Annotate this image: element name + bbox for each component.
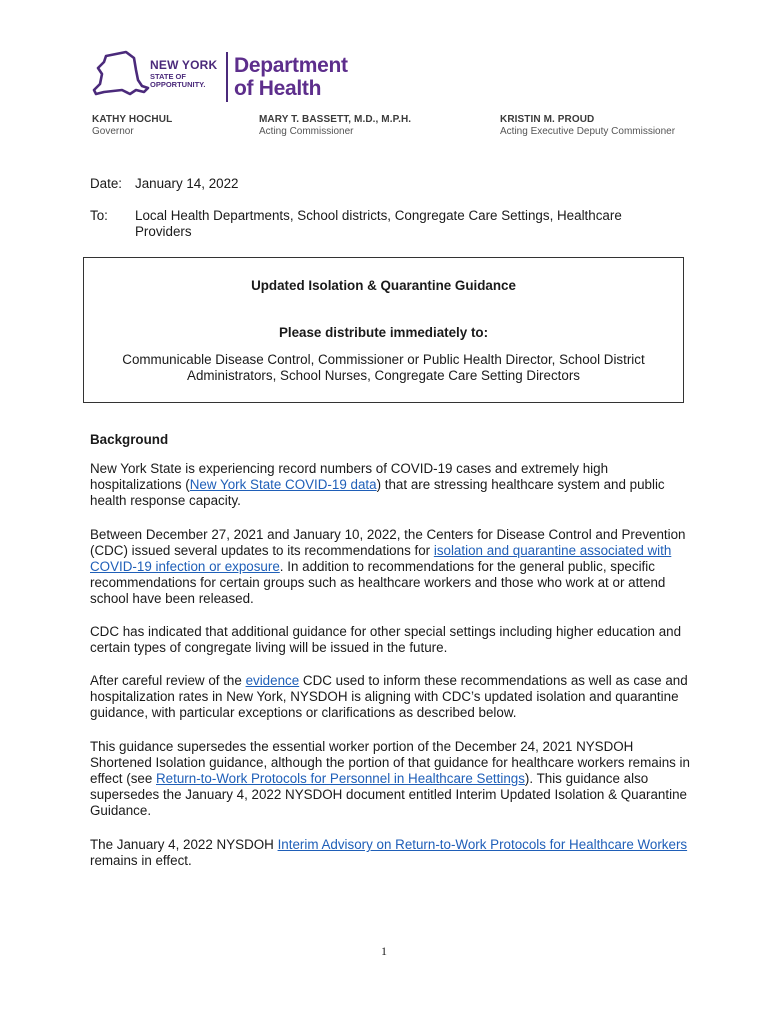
official-name: KRISTIN M. PROUD <box>500 114 595 125</box>
official-role: Acting Executive Deputy Commissioner <box>500 126 676 137</box>
official-deputy-commissioner <box>500 114 675 138</box>
recipient-list: Communicable Disease Control, Commissioner or Public Health Director, School District Administrators, School Nurses, Congregate Care Setting Directors <box>122 352 645 383</box>
page-number: 1 <box>381 944 387 958</box>
new-york-state-map-icon <box>92 50 150 100</box>
paragraph-5 <box>90 739 690 819</box>
interim-advisory-link[interactable]: Interim Advisory on Return-to-Work Protocols for Healthcare Workers <box>277 837 688 852</box>
logo-line-state-of: STATE OF <box>150 72 186 81</box>
section-heading-background: Background <box>90 432 169 447</box>
p6-text-start: The January 4, 2022 NYSDOH <box>90 837 278 852</box>
paragraph-3: CDC has indicated that additional guidance for other special settings including higher education and certain types of congregate living will be issued in the future. <box>90 624 682 655</box>
memo-to-row <box>90 208 690 242</box>
official-role: Acting Commissioner <box>259 126 354 137</box>
official-role: Governor <box>92 126 134 137</box>
p5-text-start: This guidance supersedes the essential worker portion of the December 24, 2021 NYSDOH Shortened Isolation guidance, although the portion of that guidance for healthcare workers remains in effect (see <box>90 739 690 786</box>
official-name: KATHY HOCHUL <box>92 114 173 125</box>
evidence-link[interactable]: evidence <box>245 673 300 688</box>
to-label: To: <box>90 208 108 223</box>
paragraph-1 <box>90 461 690 509</box>
logo-divider <box>226 52 228 102</box>
distribution-box <box>83 257 684 403</box>
to-value: Local Health Departments, School districts, Congregate Care Settings, Healthcare Providers <box>135 208 622 239</box>
letterhead <box>92 50 712 150</box>
p5-text-end: ). This guidance also supersedes the January 4, 2022 NYSDOH document entitled Interim Updated Isolation & Quarantine Guidance. <box>90 771 687 818</box>
logo-line-new-york: NEW YORK <box>150 58 218 72</box>
guidance-title: Updated Isolation & Quarantine Guidance <box>251 278 516 293</box>
official-name: MARY T. BASSETT, M.D., M.P.H. <box>259 114 412 125</box>
date-label: Date: <box>90 176 123 191</box>
nys-covid-data-link[interactable]: New York State COVID-19 data <box>189 477 377 492</box>
nys-logo-text <box>150 59 217 89</box>
official-governor <box>92 114 172 138</box>
paragraph-6 <box>90 837 690 869</box>
department-of-health-logo <box>234 54 348 100</box>
dept-line-1: Department <box>234 54 348 77</box>
paragraph-2 <box>90 527 690 607</box>
date-value: January 14, 2022 <box>135 176 239 191</box>
paragraph-4 <box>90 673 690 721</box>
distribute-heading: Please distribute immediately to: <box>278 325 489 340</box>
memo-date-row <box>90 176 690 196</box>
p1-text-start: New York State is experiencing record numbers of COVID-19 cases and extremely high hospitalizations ( <box>90 461 609 492</box>
p1-text-end: ) that are stressing healthcare system and public health response capacity. <box>90 477 665 508</box>
p4-text-end: CDC used to inform these recommendations as well as case and hospitalization rates in New York, NYSDOH is aligning with CDC’s updated isolation and quarantine guidance, with particular exceptions or clarifications as described below. <box>90 673 688 720</box>
dept-line-2: of Health <box>234 77 322 100</box>
p4-text-start: After careful review of the <box>90 673 246 688</box>
isolation-quarantine-link[interactable]: isolation and quarantine associated with COVID-19 infection or exposure <box>90 543 672 574</box>
p2-text-end: . In addition to recommendations for the general public, specific recommendations for certain groups such as healthcare workers and those who work at or attend school have been released. <box>90 559 666 606</box>
logo-line-opportunity: OPPORTUNITY. <box>150 80 206 89</box>
p2-text-start: Between December 27, 2021 and January 10, 2022, the Centers for Disease Control and Prevention (CDC) issued several updates to its recommendations for <box>90 527 686 558</box>
p6-text-end: remains in effect. <box>90 853 192 868</box>
return-to-work-protocols-link[interactable]: Return-to-Work Protocols for Personnel in Healthcare Settings <box>156 771 525 786</box>
official-commissioner <box>259 114 411 138</box>
